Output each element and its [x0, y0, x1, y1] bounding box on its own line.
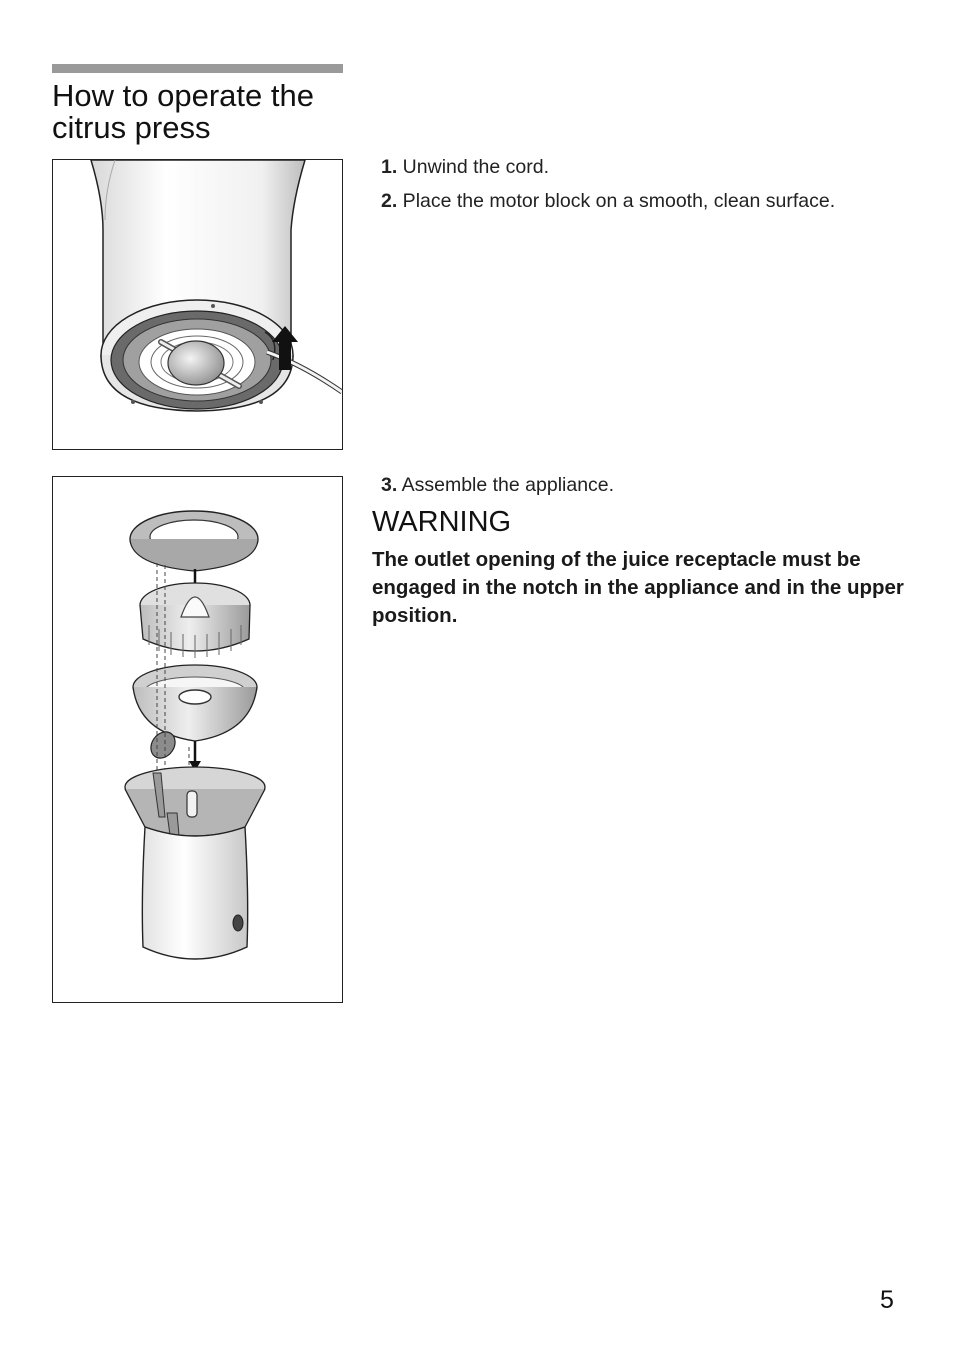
- step-item: 3. Assemble the appliance.: [381, 474, 615, 496]
- steps-list-1: [381, 158, 835, 226]
- section-rule: [52, 64, 343, 73]
- warning-text: The outlet opening of the juice receptacle must be engaged in the notch in the appliance and in the upper position.: [372, 548, 904, 627]
- warning-heading: WARNING: [372, 506, 512, 538]
- page-title: How to operate the citrus press: [52, 78, 314, 145]
- assembly-illustration: [52, 476, 343, 1003]
- step-item: 2. Place the motor block on a smooth, clean surface.: [381, 190, 836, 212]
- page-number: 5: [880, 1286, 894, 1314]
- motor-block-illustration: [52, 159, 343, 450]
- step-item: 1. Unwind the cord.: [381, 156, 550, 178]
